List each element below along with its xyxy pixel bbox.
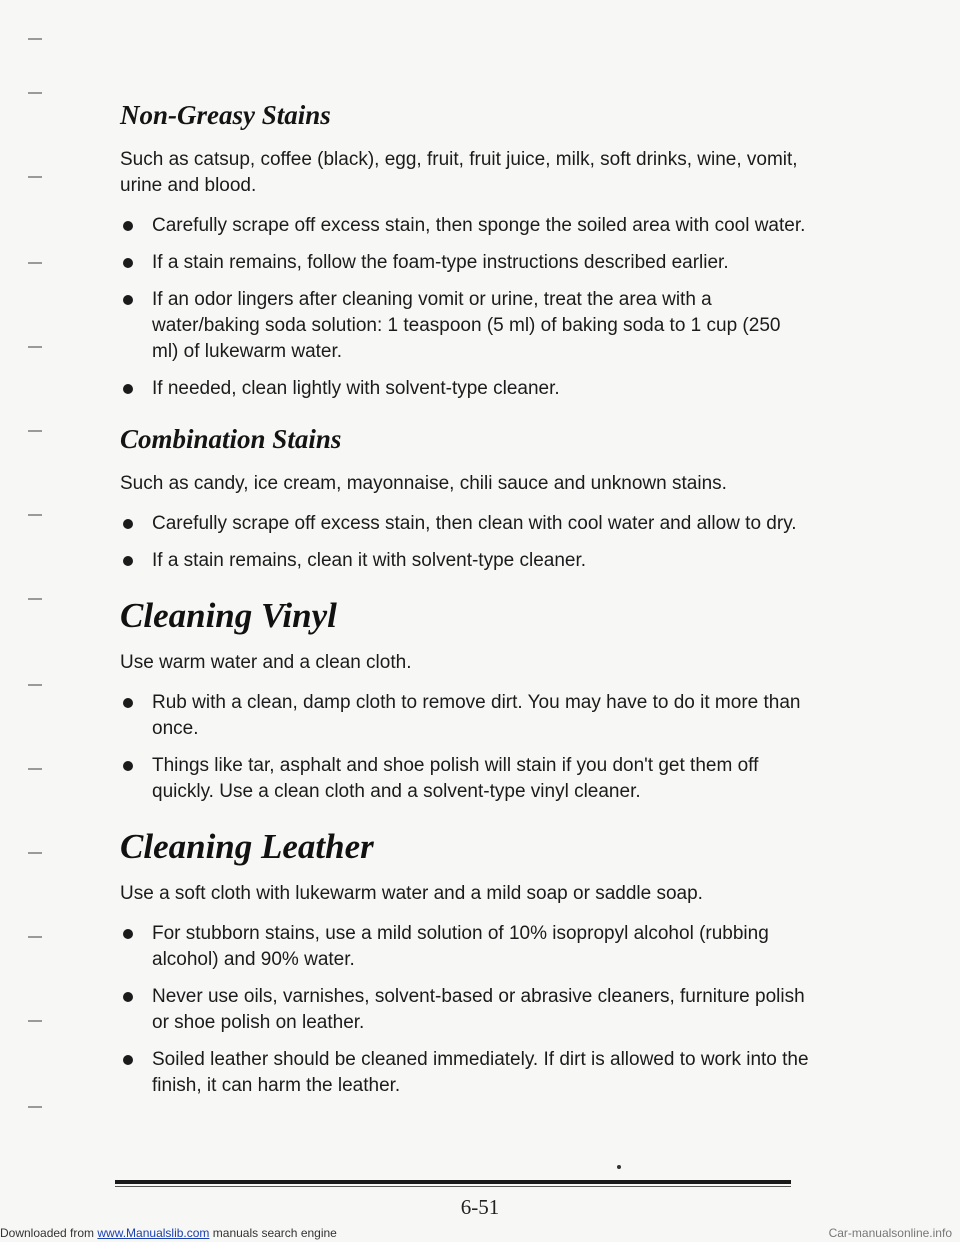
list-item [120, 1047, 810, 1099]
margin-mark [28, 768, 42, 770]
list-item-text: If a stain remains, follow the foam-type instructions described earlier. [152, 252, 729, 273]
list-item-text: If a stain remains, clean it with solvent-type cleaner. [152, 550, 587, 571]
margin-mark [28, 598, 42, 600]
margin-mark [28, 684, 42, 686]
list-item-text: Things like tar, asphalt and shoe polish will stain if you don't get them off quickly. Use a clean cloth and a solvent-type vinyl cleaner. [152, 755, 759, 802]
margin-mark [28, 852, 42, 854]
list-item [120, 548, 810, 574]
footer-rule-thin [115, 1186, 791, 1187]
margin-mark [28, 514, 42, 516]
list-item [120, 690, 810, 742]
site-watermark: Car-manualsonline.info [828, 1226, 952, 1240]
margin-mark [28, 262, 42, 264]
bullet-icon [123, 519, 133, 529]
footer-dot [617, 1165, 621, 1169]
list-item [120, 753, 810, 805]
bullet-list [120, 921, 810, 1099]
list-item-text: For stubborn stains, use a mild solution of 10% isopropyl alcohol (rubbing alcohol) and 90% water. [152, 923, 769, 970]
bullet-icon [123, 295, 133, 305]
bullet-icon [123, 992, 133, 1002]
bullet-list [120, 511, 810, 574]
list-item [120, 250, 810, 276]
bullet-icon [123, 384, 133, 394]
margin-mark [28, 92, 42, 94]
margin-mark [28, 1106, 42, 1108]
list-item [120, 984, 810, 1036]
list-item-text: Carefully scrape off excess stain, then sponge the soiled area with cool water. [152, 215, 806, 236]
page-number: 6-51 [460, 1195, 500, 1219]
bullet-icon [123, 258, 133, 268]
bullet-icon [123, 1055, 133, 1065]
footer-rule [115, 1180, 791, 1184]
watermark-suffix: manuals search engine [209, 1226, 337, 1240]
manualslib-link[interactable]: www.Manualslib.com [97, 1226, 210, 1240]
margin-mark [28, 936, 42, 938]
list-item [120, 511, 810, 537]
bullet-list [120, 213, 810, 402]
list-item-text: Rub with a clean, damp cloth to remove dirt. You may have to do it more than once. [152, 692, 801, 739]
list-item [120, 213, 810, 239]
list-item [120, 287, 810, 365]
bullet-icon [123, 761, 133, 771]
section-heading-non-greasy: Non-Greasy Stains [120, 100, 331, 130]
margin-mark [28, 430, 42, 432]
section-intro: Use warm water and a clean cloth. [120, 652, 412, 673]
list-item-text: If needed, clean lightly with solvent-type cleaner. [152, 378, 560, 399]
section-intro: Use a soft cloth with lukewarm water and a mild soap or saddle soap. [120, 883, 703, 904]
margin-mark [28, 176, 42, 178]
download-watermark [0, 1226, 337, 1240]
list-item [120, 921, 810, 973]
section-heading-combination: Combination Stains [120, 424, 342, 454]
list-item-text: Never use oils, varnishes, solvent-based or abrasive cleaners, furniture polish or shoe polish on leather. [152, 986, 805, 1033]
bullet-icon [123, 556, 133, 566]
margin-mark [28, 38, 42, 40]
list-item [120, 376, 810, 402]
list-item-text: If an odor lingers after cleaning vomit or urine, treat the area with a water/baking soda solution: 1 teaspoon (5 ml) of baking soda to 1 cup (250 ml) of lukewarm water. [152, 289, 781, 362]
section-heading-leather: Cleaning Leather [120, 827, 374, 866]
bullet-list [120, 690, 810, 805]
section-heading-vinyl: Cleaning Vinyl [120, 596, 337, 635]
list-item-text: Carefully scrape off excess stain, then clean with cool water and allow to dry. [152, 513, 797, 534]
section-intro: Such as candy, ice cream, mayonnaise, chili sauce and unknown stains. [120, 473, 727, 494]
margin-mark [28, 1020, 42, 1022]
bullet-icon [123, 221, 133, 231]
margin-mark [28, 346, 42, 348]
bullet-icon [123, 698, 133, 708]
list-item-text: Soiled leather should be cleaned immediately. If dirt is allowed to work into the finish, it can harm the leather. [152, 1049, 809, 1096]
section-intro: Such as catsup, coffee (black), egg, fruit, fruit juice, milk, soft drinks, wine, vomit, urine and blood. [120, 149, 798, 196]
bullet-icon [123, 929, 133, 939]
watermark-prefix: Downloaded from [0, 1226, 98, 1240]
page-content [120, 100, 810, 1099]
